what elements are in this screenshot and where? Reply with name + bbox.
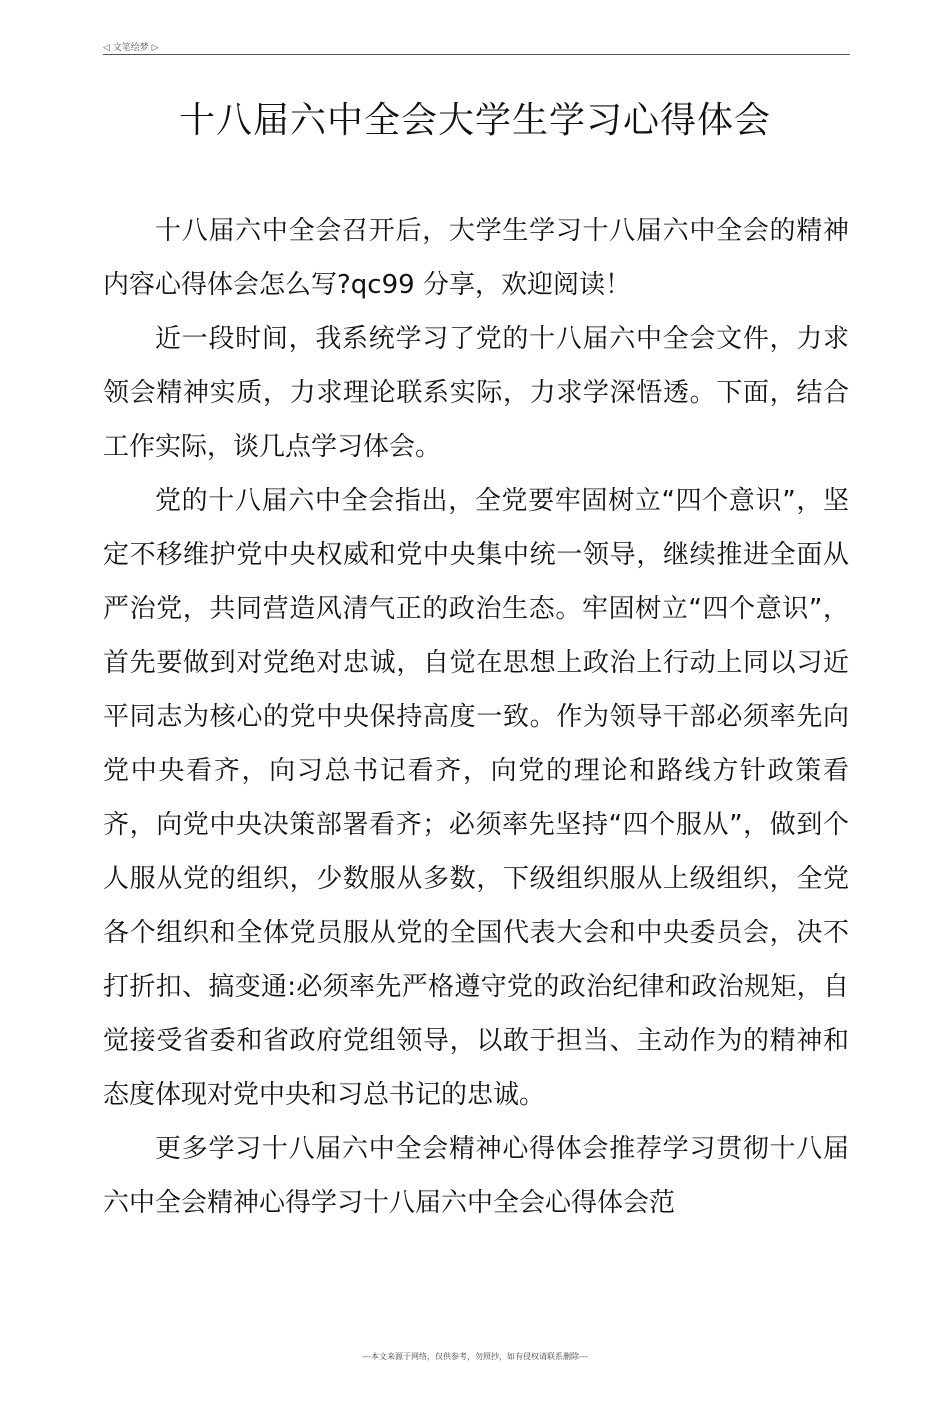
page-header: ◁ 文笔绘梦 ▷	[103, 43, 159, 53]
document-title: 十八届六中全会大学生学习心得体会	[178, 100, 771, 141]
paragraph-more: 更多学习十八届六中全会精神心得体会推荐学习贯彻十八届六中全会精神心得学习十八届六中全会心得体会范	[103, 1134, 849, 1218]
paragraph-study: 近一段时间，我系统学习了党的十八届六中全会文件，力求领会精神实质，力求理论联系实际，力求学深悟透。下面，结合工作实际，谈几点学习体会。	[103, 324, 849, 462]
document-body	[103, 204, 849, 1230]
page-footer: ---本文来源于网络，仅供参考，勿照抄，如有侵权请联系删除---	[362, 1352, 588, 1361]
paragraph-main: 党的十八届六中全会指出，全党要牢固树立“四个意识”，坚定不移维护党中央权威和党中央集中统一领导，继续推进全面从严治党，共同营造风清气正的政治生态。牢固树立“四个意识”，首先要做到对党绝对忠诚，自觉在思想上政治上行动上同以习近平同志为核心的党中央保持高度一致。作为领导干部必须率先向党中央看齐，向习总书记看齐，向党的理论和路线方针政策看齐，向党中央决策部署看齐；必须率先坚持“四个服从”，做到个人服从党的组织，少数服从多数，下级组织服从上级组织，全党各个组织和全体党员服从党的全国代表大会和中央委员会，决不打折扣、搞变通:必须率先严格遵守党的政治纪律和政治规矩，自觉接受省委和省政府党组领导，以敢于担当、主动作为的精神和态度体现对党中央和习总书记的忠诚。	[103, 486, 849, 1110]
header-divider	[103, 54, 850, 55]
paragraph-intro: 十八届六中全会召开后，大学生学习十八届六中全会的精神内容心得体会怎么写?qc99 分享，欢迎阅读！	[103, 216, 849, 300]
